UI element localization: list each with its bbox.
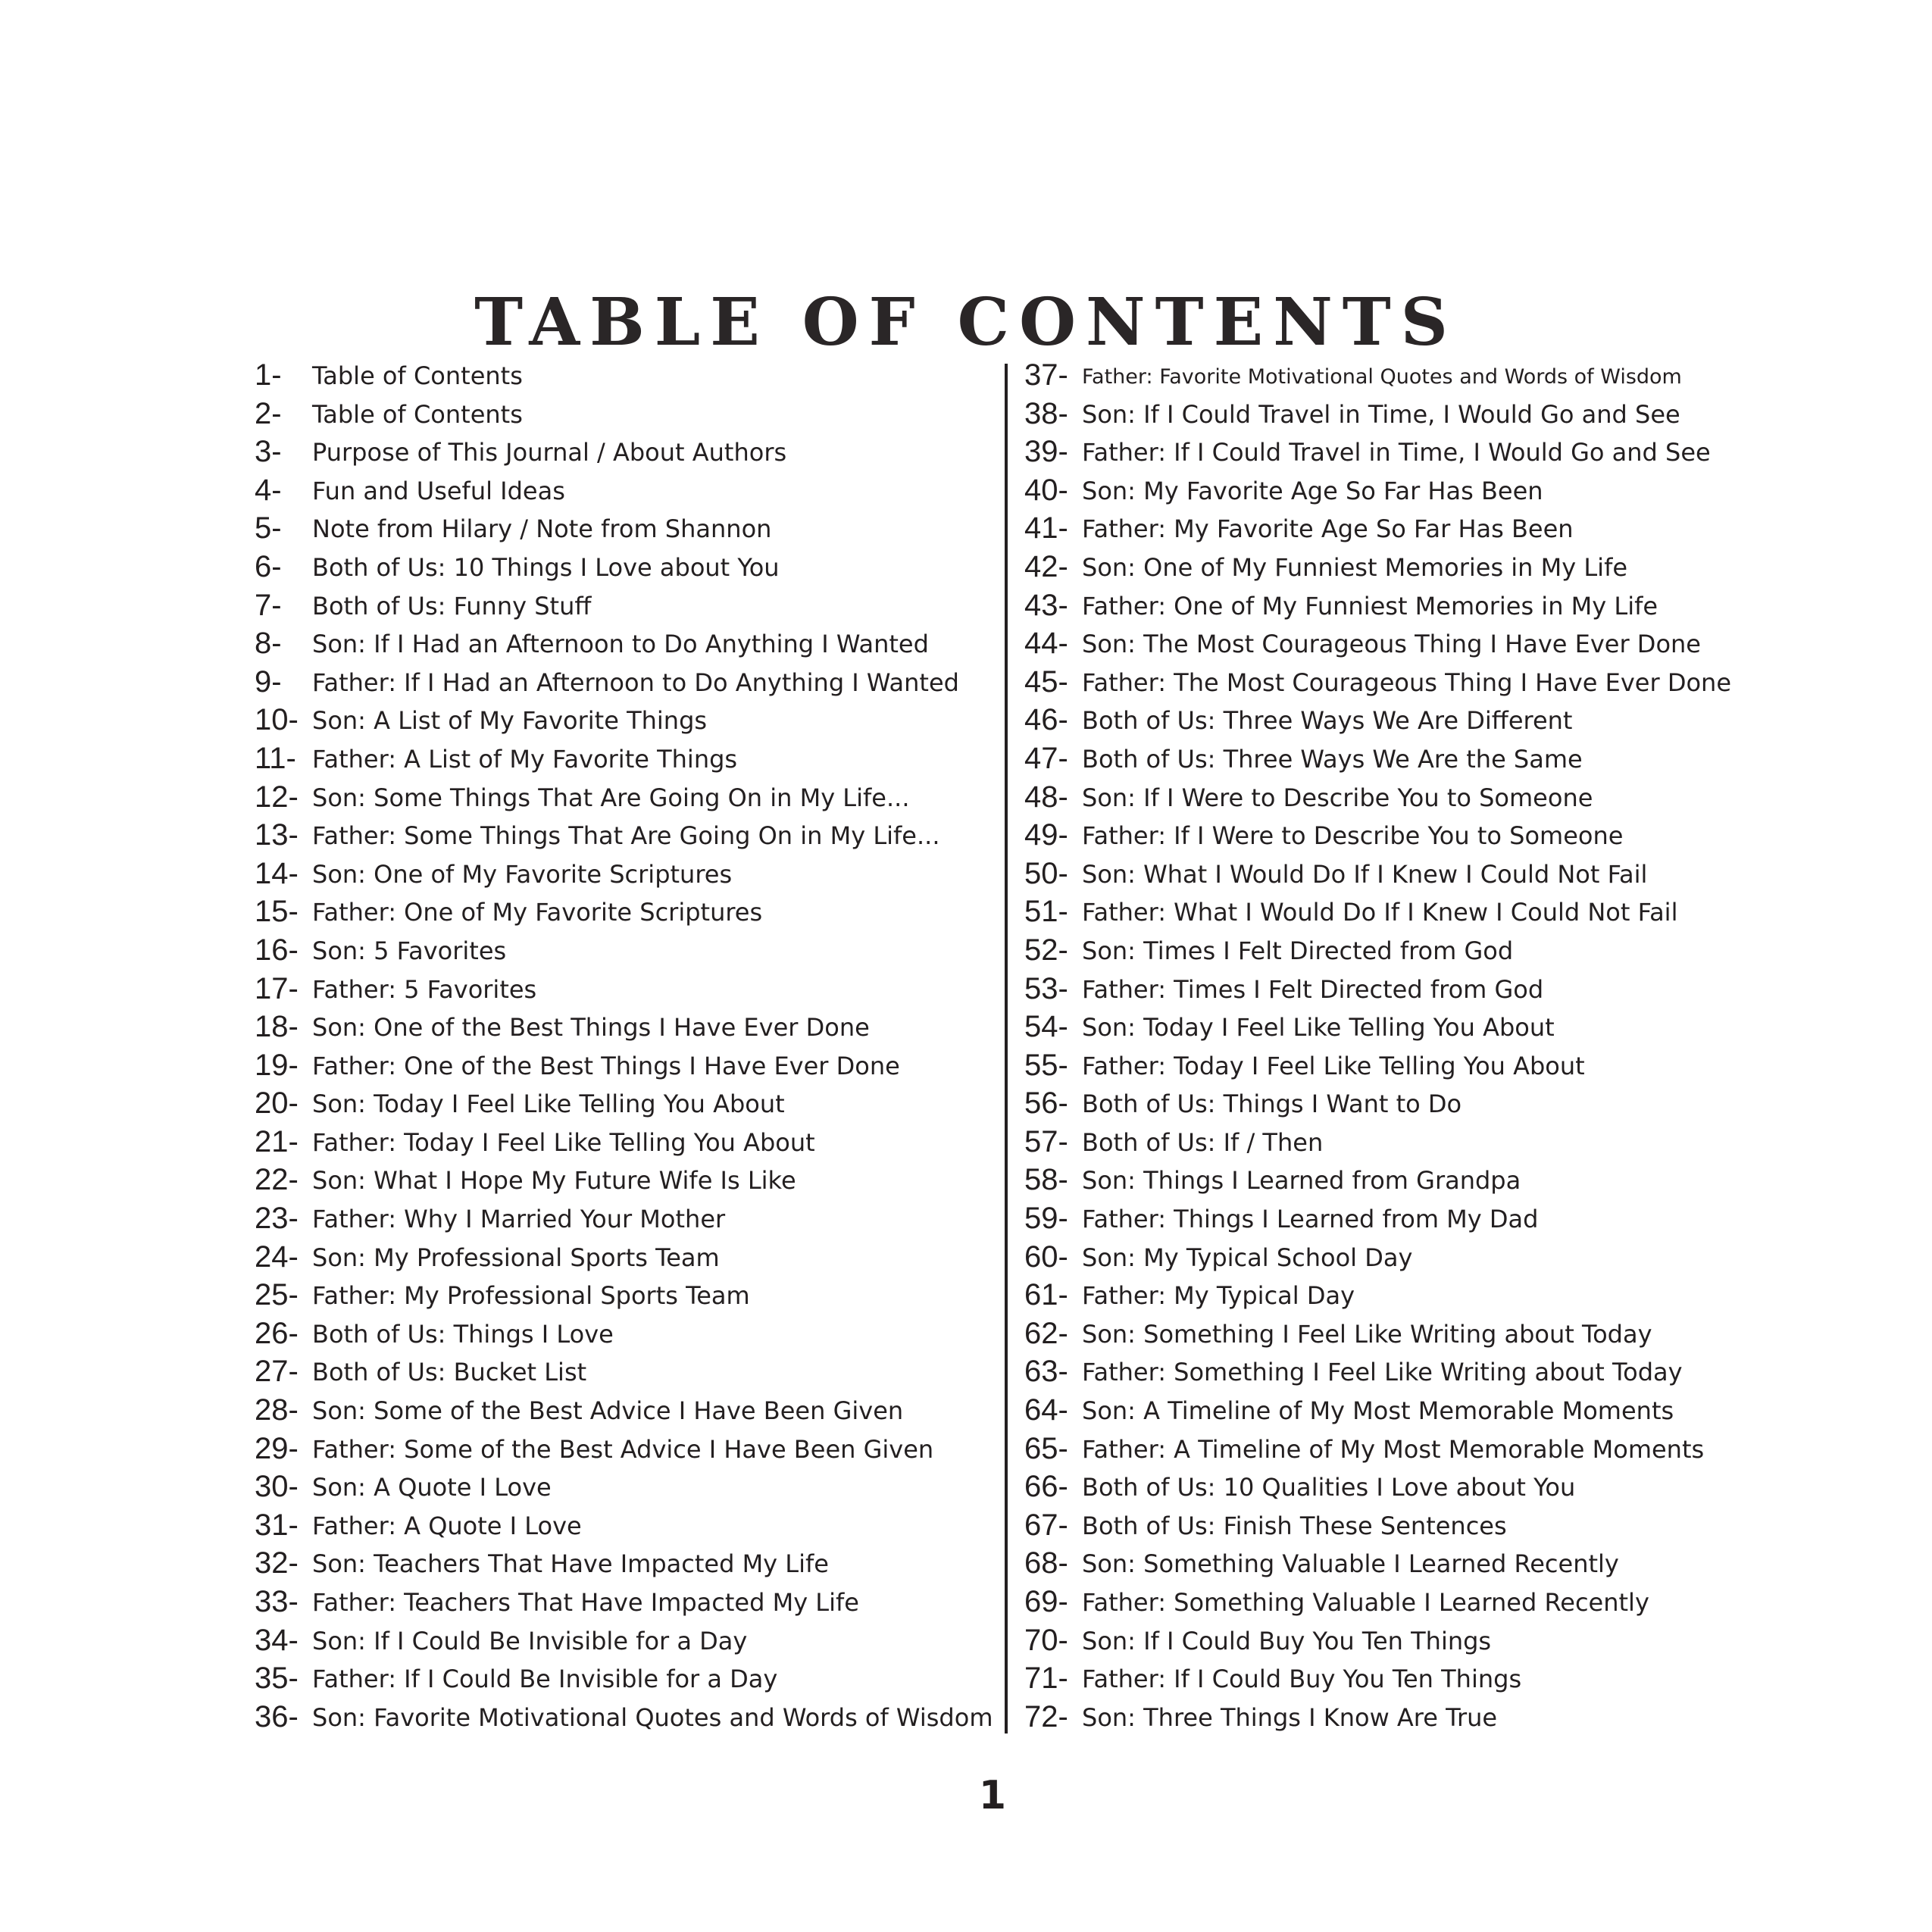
toc-entry	[255, 1699, 993, 1738]
toc-entry-number: 68-	[1024, 1546, 1068, 1580]
toc-entry-number: 10-	[255, 703, 299, 737]
toc-entry-title: Son: 5 Favorites	[312, 936, 507, 965]
toc-entry-number: 70-	[1024, 1623, 1068, 1657]
toc-entry-number: 41-	[1024, 511, 1068, 546]
toc-entry	[255, 1240, 982, 1278]
toc-entry-number: 71-	[1024, 1662, 1068, 1696]
toc-entry-number: 43-	[1024, 588, 1068, 622]
toc-entry-title: Father: A Timeline of My Most Memorable Moments	[1082, 1434, 1705, 1464]
toc-entry-title: Father: Favorite Motivational Quotes and Words of Wisdom	[1082, 365, 1682, 389]
toc-entry	[255, 1546, 982, 1584]
toc-entry-number: 65-	[1024, 1431, 1068, 1465]
toc-entry-number: 48-	[1024, 780, 1068, 814]
toc-entry-title: Father: If I Were to Describe You to Someone	[1082, 821, 1624, 851]
toc-entry-number: 55-	[1024, 1048, 1068, 1082]
toc-entry-number: 64-	[1024, 1393, 1068, 1427]
toc-entry	[255, 1162, 982, 1201]
toc-entry	[255, 1469, 982, 1508]
toc-entry-title: Father: If I Could Be Invisible for a Day	[312, 1665, 778, 1694]
toc-entry	[255, 626, 982, 664]
toc-entry-number: 29-	[255, 1431, 299, 1465]
toc-entry-title: Father: Today I Feel Like Telling You About	[1082, 1051, 1585, 1080]
toc-entry-number: 16-	[255, 933, 299, 967]
toc-entry-number: 3-	[255, 435, 282, 469]
toc-entry-title: Son: My Favorite Age So Far Has Been	[1082, 476, 1543, 505]
toc-entry-number: 53-	[1024, 971, 1068, 1005]
toc-entry	[1024, 1584, 1767, 1623]
toc-entry-title: Son: My Professional Sports Team	[312, 1243, 720, 1272]
toc-entry	[1024, 971, 1767, 1010]
toc-entry-number: 6-	[255, 549, 282, 583]
toc-entry-number: 52-	[1024, 933, 1068, 967]
toc-entry	[1024, 1393, 1767, 1431]
toc-entry	[255, 1316, 982, 1355]
toc-entry	[255, 1508, 982, 1546]
toc-left-column	[255, 358, 993, 1737]
toc-entry-title: Father: One of My Favorite Scriptures	[312, 898, 763, 927]
toc-entry-number: 61-	[1024, 1278, 1068, 1312]
toc-entry	[1024, 1623, 1767, 1662]
toc-entry-number: 62-	[1024, 1316, 1068, 1350]
toc-entry	[255, 588, 982, 627]
toc-entry	[255, 511, 982, 549]
toc-entry-number: 24-	[255, 1240, 299, 1274]
toc-entry-title: Father: One of My Funniest Memories in My Life	[1082, 591, 1658, 621]
toc-entry-number: 21-	[255, 1124, 299, 1158]
toc-entry-number: 17-	[255, 971, 299, 1005]
toc-entry	[255, 396, 982, 435]
toc-entry	[1024, 473, 1767, 511]
toc-entry	[255, 1431, 982, 1470]
toc-entry-title: Son: One of My Favorite Scriptures	[312, 859, 733, 889]
toc-entry	[1024, 1546, 1767, 1584]
toc-entry-number: 50-	[1024, 856, 1068, 890]
toc-entry-number: 57-	[1024, 1124, 1068, 1158]
toc-entry	[255, 1661, 982, 1699]
toc-entry-title: Both of Us: 10 Qualities I Love about You	[1082, 1473, 1576, 1502]
toc-entry-number: 39-	[1024, 435, 1068, 469]
toc-entry-title: Son: If I Had an Afternoon to Do Anything I Wanted	[312, 630, 929, 659]
toc-entry-title: Father: My Professional Sports Team	[312, 1281, 750, 1311]
toc-entry	[1024, 1162, 1767, 1201]
toc-entry-number: 30-	[255, 1470, 299, 1504]
toc-entry-title: Son: A Quote I Love	[312, 1473, 552, 1502]
toc-entry-number: 12-	[255, 780, 299, 814]
toc-entry	[1024, 1201, 1767, 1240]
toc-entry	[255, 894, 982, 933]
toc-entry-title: Son: My Typical School Day	[1082, 1243, 1413, 1272]
toc-entry	[255, 1124, 982, 1163]
toc-entry-title: Son: What I Would Do If I Knew I Could Not Fail	[1082, 859, 1648, 889]
toc-entry	[1024, 1240, 1767, 1278]
toc-entry-number: 19-	[255, 1048, 299, 1082]
toc-entry-title: Father: If I Had an Afternoon to Do Anything I Wanted	[312, 667, 959, 697]
toc-entry	[255, 1009, 982, 1048]
toc-entry	[1024, 780, 1767, 818]
toc-entry-number: 72-	[1024, 1699, 1068, 1733]
toc-entry-title: Father: Things I Learned from My Dad	[1082, 1205, 1539, 1234]
toc-entry-title: Son: Times I Felt Directed from God	[1082, 936, 1514, 965]
toc-entry-title: Father: If I Could Travel in Time, I Would Go and See	[1082, 438, 1711, 467]
toc-entry	[255, 1584, 982, 1623]
toc-entry-number: 44-	[1024, 627, 1068, 661]
toc-entry-title: Father: Times I Felt Directed from God	[1082, 974, 1544, 1004]
toc-entry-number: 69-	[1024, 1585, 1068, 1618]
toc-entry	[1024, 549, 1767, 588]
toc-entry	[1024, 856, 1767, 895]
toc-entry	[1024, 1316, 1767, 1355]
toc-entry-title: Son: What I Hope My Future Wife Is Like	[312, 1166, 796, 1196]
toc-entry-number: 32-	[255, 1546, 299, 1580]
toc-entry	[255, 702, 982, 741]
toc-entry-title: Table of Contents	[312, 399, 523, 429]
toc-entry	[1024, 396, 1767, 435]
toc-entry-number: 27-	[255, 1355, 299, 1389]
toc-entry-title: Son: Something I Feel Like Writing about Today	[1082, 1319, 1652, 1349]
toc-entry	[1024, 1048, 1767, 1086]
toc-entry-title: Father: My Favorite Age So Far Has Been	[1082, 514, 1574, 544]
toc-entry-title: Son: If I Were to Describe You to Someone	[1082, 783, 1593, 812]
toc-entry-title: Table of Contents	[312, 361, 523, 390]
toc-entry-title: Son: Favorite Motivational Quotes and Words of Wisdom	[312, 1702, 993, 1732]
toc-entry-title: Son: Today I Feel Like Telling You About	[312, 1089, 785, 1119]
toc-entry	[255, 473, 982, 511]
toc-entry-number: 58-	[1024, 1163, 1068, 1197]
toc-entry	[255, 664, 982, 703]
toc-entry-number: 7-	[255, 588, 282, 622]
toc-entry-number: 26-	[255, 1316, 299, 1350]
toc-entry-title: Both of Us: Finish These Sentences	[1082, 1511, 1507, 1540]
toc-entry-title: Son: Three Things I Know Are True	[1082, 1702, 1498, 1732]
toc-entry-title: Note from Hilary / Note from Shannon	[312, 514, 772, 544]
toc-entry	[1024, 1124, 1767, 1163]
toc-entry-title: Son: Teachers That Have Impacted My Life	[312, 1549, 829, 1579]
toc-entry-number: 56-	[1024, 1086, 1068, 1121]
toc-entry-title: Son: A Timeline of My Most Memorable Moments	[1082, 1396, 1674, 1426]
toc-entry	[1024, 511, 1767, 549]
toc-entry-number: 46-	[1024, 703, 1068, 737]
toc-entry	[1024, 626, 1767, 664]
toc-entry-title: Son: If I Could Be Invisible for a Day	[312, 1626, 748, 1655]
toc-entry-title: Son: One of My Funniest Memories in My Life	[1082, 552, 1628, 582]
toc-entry-number: 60-	[1024, 1240, 1068, 1274]
toc-entry-number: 34-	[255, 1623, 299, 1657]
toc-entry-title: Both of Us: Things I Want to Do	[1082, 1089, 1462, 1119]
toc-entry	[255, 971, 982, 1010]
toc-entry-number: 54-	[1024, 1010, 1068, 1044]
toc-entry-title: Father: My Typical Day	[1082, 1281, 1355, 1311]
toc-entry-title: Both of Us: 10 Things I Love about You	[312, 552, 780, 582]
toc-entry-title: Father: A List of My Favorite Things	[312, 744, 738, 774]
page-number: 1	[978, 1773, 1007, 1818]
toc-entry-number: 49-	[1024, 818, 1068, 852]
toc-entry	[255, 856, 982, 895]
toc-entry	[255, 1201, 982, 1240]
toc-entry-number: 22-	[255, 1163, 299, 1197]
toc-entry-title: Father: 5 Favorites	[312, 974, 537, 1004]
toc-entry-title: Son: Some of the Best Advice I Have Been Given	[312, 1396, 904, 1426]
toc-entry-number: 5-	[255, 511, 282, 546]
toc-entry-number: 51-	[1024, 895, 1068, 929]
toc-entry	[1024, 1661, 1767, 1699]
toc-entry-number: 59-	[1024, 1202, 1068, 1236]
toc-entry	[1024, 1354, 1767, 1393]
toc-entry-title: Father: What I Would Do If I Knew I Could Not Fail	[1082, 898, 1678, 927]
toc-entry-number: 67-	[1024, 1508, 1068, 1542]
toc-entry	[255, 1277, 982, 1316]
toc-entry	[255, 933, 982, 971]
toc-entry	[1024, 1469, 1767, 1508]
toc-entry	[255, 780, 982, 818]
toc-entry	[1024, 1086, 1767, 1124]
page-title: TABLE OF CONTENTS	[474, 283, 1458, 361]
toc-entry-title: Son: A List of My Favorite Things	[312, 706, 708, 736]
toc-entry-number: 4-	[255, 473, 282, 507]
toc-entry-number: 28-	[255, 1393, 299, 1427]
toc-entry-title: Both of Us: If / Then	[1082, 1127, 1324, 1157]
toc-entry-number: 15-	[255, 895, 299, 929]
toc-entry-number: 9-	[255, 664, 282, 699]
toc-entry-title: Son: The Most Courageous Thing I Have Ever Done	[1082, 630, 1701, 659]
toc-entry-number: 37-	[1024, 358, 1068, 392]
toc-entry-number: 25-	[255, 1278, 299, 1312]
toc-entry-number: 47-	[1024, 741, 1068, 775]
toc-entry	[1024, 358, 1767, 396]
toc-entry-title: Both of Us: Funny Stuff	[312, 591, 592, 621]
toc-entry	[255, 1048, 982, 1086]
toc-entry-number: 35-	[255, 1662, 299, 1696]
toc-entry-number: 45-	[1024, 664, 1068, 699]
toc-entry-title: Father: Teachers That Have Impacted My Life	[312, 1588, 859, 1617]
toc-entry-number: 36-	[255, 1699, 299, 1733]
toc-entry	[1024, 1009, 1767, 1048]
toc-entry	[1024, 702, 1767, 741]
toc-entry-title: Both of Us: Three Ways We Are Different	[1082, 706, 1573, 736]
toc-entry-title: Father: If I Could Buy You Ten Things	[1082, 1665, 1522, 1694]
toc-entry-number: 20-	[255, 1086, 299, 1121]
toc-entry-number: 8-	[255, 627, 282, 661]
toc-entry-title: Son: One of the Best Things I Have Ever Done	[312, 1013, 870, 1043]
toc-entry	[1024, 894, 1767, 933]
toc-entry-title: Both of Us: Things I Love	[312, 1319, 614, 1349]
toc-entry-title: Father: Why I Married Your Mother	[312, 1205, 726, 1234]
toc-entry	[255, 1393, 982, 1431]
toc-entry-title: Son: If I Could Travel in Time, I Would Go and See	[1082, 399, 1680, 429]
toc-entry-number: 1-	[255, 358, 282, 392]
toc-right-column	[1024, 358, 1767, 1737]
toc-entry	[1024, 1508, 1767, 1546]
toc-entry	[1024, 1699, 1767, 1738]
toc-entry-number: 14-	[255, 856, 299, 890]
toc-entry-title: Father: The Most Courageous Thing I Have Ever Done	[1082, 667, 1731, 697]
toc-entry-title: Son: Things I Learned from Grandpa	[1082, 1166, 1521, 1196]
toc-entry	[1024, 588, 1767, 627]
toc-entry-title: Son: Something Valuable I Learned Recently	[1082, 1549, 1619, 1579]
toc-entry-title: Father: One of the Best Things I Have Ever Done	[312, 1051, 900, 1080]
toc-entry	[255, 1086, 982, 1124]
column-divider	[1005, 364, 1008, 1733]
toc-entry-number: 2-	[255, 396, 282, 430]
toc-entry-title: Son: Some Things That Are Going On in My Life...	[312, 783, 910, 812]
toc-entry	[1024, 1431, 1767, 1470]
toc-entry	[255, 1623, 982, 1662]
toc-entry	[1024, 818, 1767, 856]
toc-entry-title: Father: Today I Feel Like Telling You About	[312, 1127, 815, 1157]
toc-entry-title: Both of Us: Three Ways We Are the Same	[1082, 744, 1583, 774]
toc-entry-number: 42-	[1024, 549, 1068, 583]
toc-entry-title: Father: A Quote I Love	[312, 1511, 582, 1540]
toc-entry-number: 33-	[255, 1585, 299, 1618]
toc-entry-number: 66-	[1024, 1470, 1068, 1504]
toc-entry-title: Son: Today I Feel Like Telling You About	[1082, 1013, 1555, 1043]
toc-entry-number: 11-	[255, 741, 296, 775]
toc-entry-title: Father: Some of the Best Advice I Have Been Given	[312, 1434, 934, 1464]
toc-entry-title: Father: Something I Feel Like Writing about Today	[1082, 1358, 1683, 1387]
toc-entry-title: Father: Some Things That Are Going On in My Life...	[312, 821, 940, 851]
toc-entry	[255, 741, 982, 780]
toc-entry-title: Fun and Useful Ideas	[312, 476, 565, 505]
toc-entry-number: 40-	[1024, 473, 1068, 507]
toc-entry-number: 63-	[1024, 1355, 1068, 1389]
toc-entry-number: 18-	[255, 1010, 299, 1044]
toc-entry-title: Purpose of This Journal / About Authors	[312, 438, 787, 467]
toc-entry-number: 13-	[255, 818, 299, 852]
toc-entry	[1024, 434, 1767, 473]
toc-entry-number: 31-	[255, 1508, 299, 1542]
toc-entry	[255, 358, 982, 396]
toc-entry	[255, 434, 982, 473]
toc-entry	[1024, 933, 1767, 971]
toc-entry	[1024, 664, 1767, 703]
toc-entry-number: 38-	[1024, 396, 1068, 430]
toc-entry-title: Father: Something Valuable I Learned Recently	[1082, 1588, 1649, 1617]
toc-entry	[1024, 1277, 1767, 1316]
toc-entry	[255, 818, 982, 856]
toc-entry	[255, 549, 982, 588]
toc-entry	[1024, 741, 1767, 780]
toc-entry-title: Both of Us: Bucket List	[312, 1358, 587, 1387]
toc-entry	[255, 1354, 982, 1393]
toc-entry-number: 23-	[255, 1202, 299, 1236]
toc-entry-title: Son: If I Could Buy You Ten Things	[1082, 1626, 1492, 1655]
